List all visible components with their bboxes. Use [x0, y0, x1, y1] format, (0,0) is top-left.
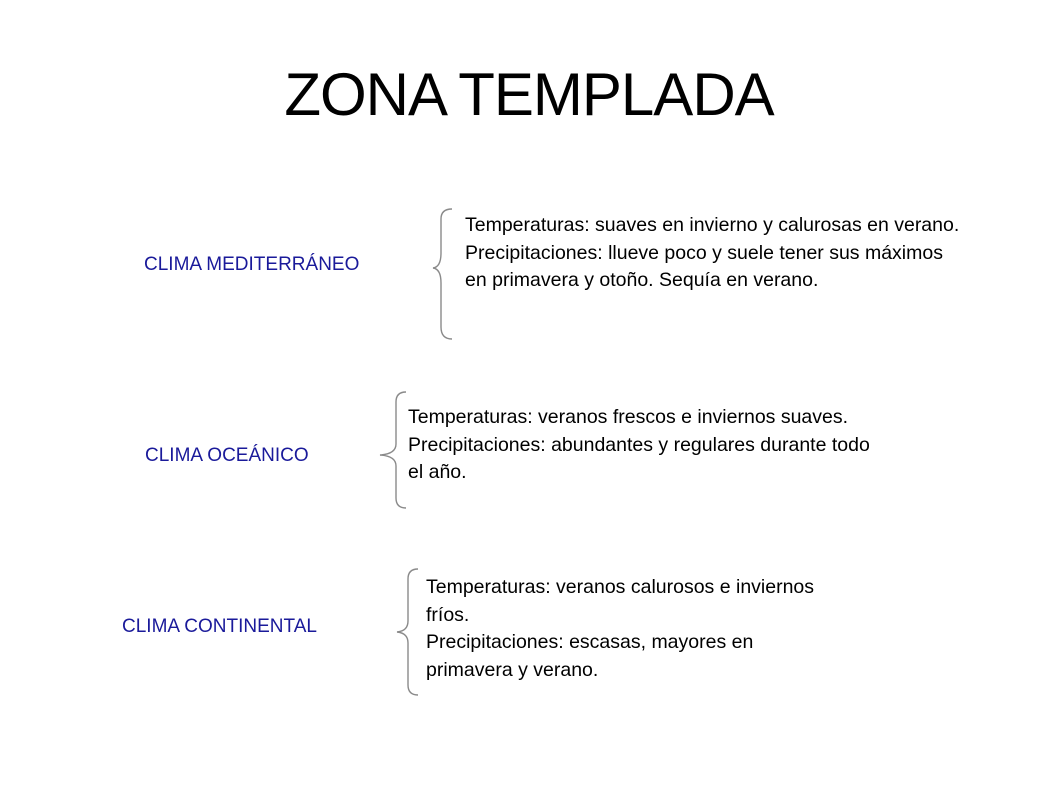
description-precipitation: Precipitaciones: abundantes y regulares durante todo el año. — [408, 433, 870, 483]
climate-label-continental: CLIMA CONTINENTAL — [122, 616, 317, 637]
description-continental — [426, 574, 826, 684]
brace-mediterraneo — [430, 205, 460, 345]
brace-continental — [394, 565, 424, 701]
description-precipitation: Precipitaciones: llueve poco y suele tener sus máximos en primavera y otoño. Sequía en verano. — [465, 241, 943, 291]
page-title: ZONA TEMPLADA — [284, 61, 774, 128]
brace-oceanico — [376, 388, 410, 514]
description-temperature: Temperaturas: veranos calurosos e inviernos fríos. — [426, 576, 815, 626]
climate-label-mediterraneo: CLIMA MEDITERRÁNEO — [144, 254, 360, 275]
description-precipitation: Precipitaciones: escasas, mayores en primavera y verano. — [426, 631, 754, 681]
description-mediterraneo — [465, 212, 960, 295]
climate-label-oceanico: CLIMA OCEÁNICO — [145, 445, 309, 466]
description-temperature: Temperaturas: suaves en invierno y calurosas en verano. — [465, 214, 960, 236]
description-temperature: Temperaturas: veranos frescos e inviernos suaves. — [408, 406, 849, 428]
description-oceanico — [408, 404, 878, 487]
